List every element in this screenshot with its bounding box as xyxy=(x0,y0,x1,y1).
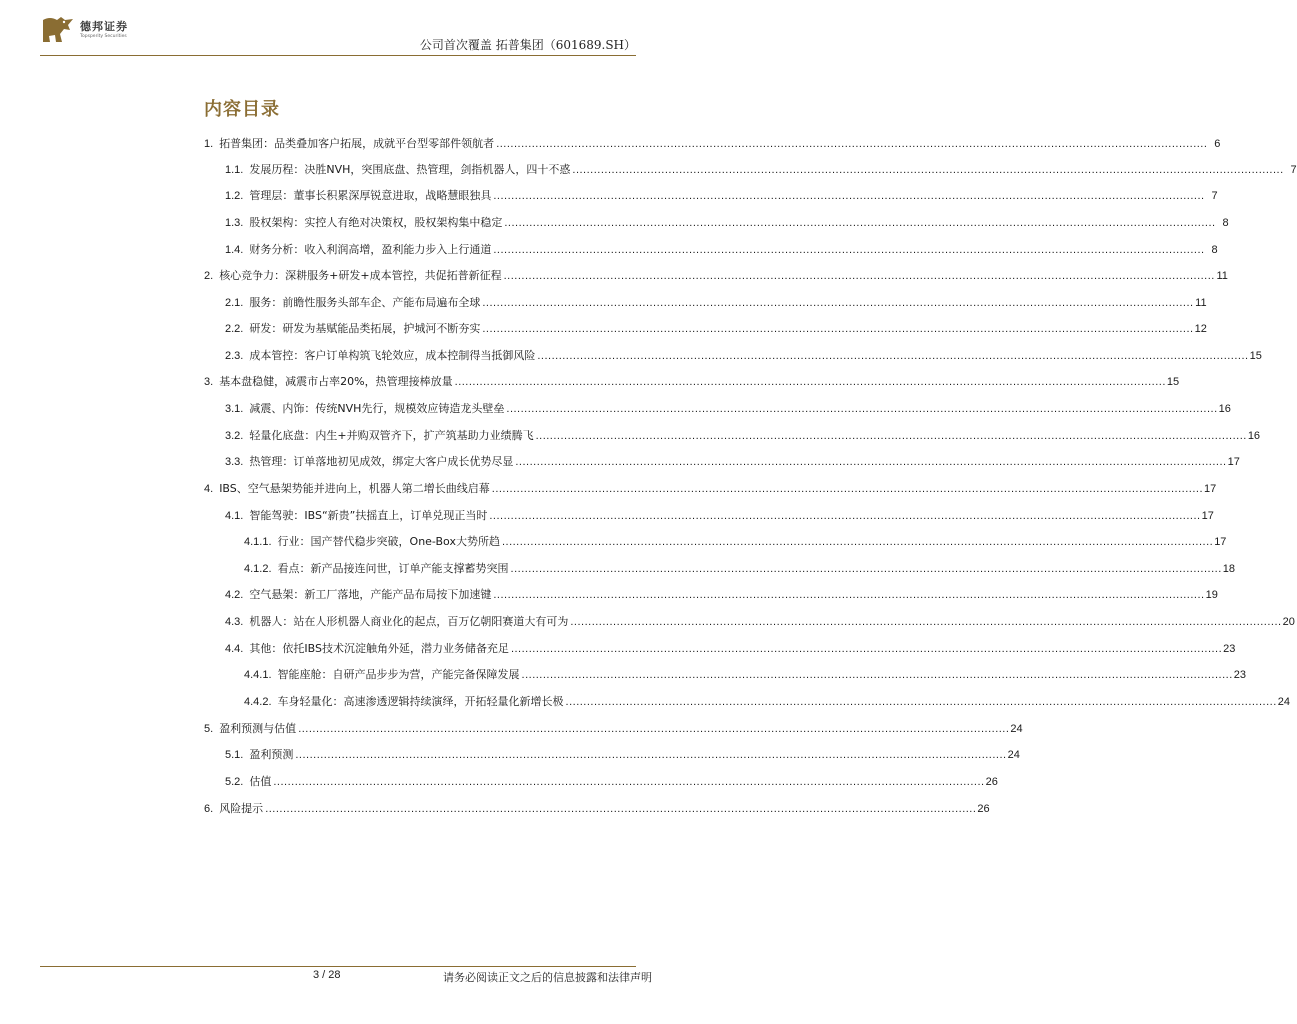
toc-entry-page: 11 xyxy=(1216,270,1228,282)
toc-entry-number: 5. xyxy=(204,723,214,735)
toc-entry-number: 2.1. xyxy=(225,297,244,309)
toc-entry-4-1-2[interactable] xyxy=(244,561,1236,577)
toc-entry-4-4[interactable] xyxy=(225,641,1236,657)
logo-english-name: Topsperity Securities xyxy=(80,34,127,39)
toc-entry-number: 1.4. xyxy=(225,244,244,256)
toc-entry-number: 4.3. xyxy=(225,616,244,628)
toc-dot-leader xyxy=(522,667,1233,683)
toc-entry-text: 估值 xyxy=(249,775,272,788)
toc-entry-text: 盈利预测与估值 xyxy=(219,722,297,735)
toc-entry-number: 5.1. xyxy=(225,749,244,761)
toc-entry-number: 4.4. xyxy=(225,643,244,655)
toc-entry-number: 4. xyxy=(204,483,214,495)
toc-dot-leader xyxy=(504,215,1215,231)
toc-entry-page: 7 xyxy=(1290,164,1297,176)
toc-entry-number: 4.4.2. xyxy=(244,696,272,708)
toc-entry-2-1[interactable] xyxy=(225,295,1207,311)
toc-entry-number: 3. xyxy=(204,376,214,388)
toc-dot-leader xyxy=(536,428,1247,444)
toc-entry-number: 2.2. xyxy=(225,323,244,335)
toc-dot-leader xyxy=(482,295,1193,311)
toc-entry-4[interactable] xyxy=(204,481,1217,497)
toc-entry-3[interactable] xyxy=(204,374,1180,390)
footer-divider xyxy=(40,966,636,967)
toc-dot-leader xyxy=(572,162,1283,178)
toc-entry-text: 服务：前瞻性服务头部车企、产能布局遍布全球 xyxy=(249,296,481,309)
toc-entry-text: 机器人：站在人形机器人商业化的起点，百万亿朝阳赛道大有可为 xyxy=(249,615,569,628)
header-divider xyxy=(40,55,636,56)
toc-entry-page: 19 xyxy=(1205,589,1218,601)
toc-entry-page: 20 xyxy=(1282,616,1295,628)
toc-dot-leader xyxy=(455,374,1166,390)
toc-entry-text: 发展历程：决胜NVH，突围底盘、热管理，剑指机器人，四十不惑 xyxy=(249,163,571,176)
toc-entry-page: 17 xyxy=(1201,510,1214,522)
toc-entry-text: 减震、内饰：传统NVH先行，规模效应铸造龙头壁垒 xyxy=(249,402,505,415)
toc-entry-1-1[interactable] xyxy=(225,162,1297,178)
toc-entry-page: 17 xyxy=(1214,536,1227,548)
toc-entry-page: 24 xyxy=(1010,723,1023,735)
logo-chinese-name: 德邦证券 xyxy=(80,20,128,33)
toc-dot-leader xyxy=(504,268,1215,284)
toc-dot-leader xyxy=(492,481,1203,497)
toc-entry-text: 管理层：董事长积累深厚锐意进取，战略慧眼独具 xyxy=(249,189,492,202)
toc-entry-number: 2. xyxy=(204,270,214,282)
toc-entry-page: 24 xyxy=(1007,749,1020,761)
toc-dot-leader xyxy=(265,801,976,817)
toc-entry-page: 7 xyxy=(1211,190,1218,202)
toc-entry-text: 基本盘稳健，减震市占率20%，热管理接棒放量 xyxy=(219,375,453,388)
toc-entry-number: 3.2. xyxy=(225,430,244,442)
toc-entry-page: 23 xyxy=(1223,643,1236,655)
toc-dot-leader xyxy=(515,454,1226,470)
toc-entry-text: 拓普集团：品类叠加客户拓展，成就平台型零部件领航者 xyxy=(219,137,495,150)
toc-entry-page: 6 xyxy=(1214,138,1221,150)
toc-entry-number: 4.4.1. xyxy=(244,669,272,681)
toc-entry-page: 11 xyxy=(1195,297,1207,309)
page-number: 3 / 28 xyxy=(313,969,341,981)
toc-dot-leader xyxy=(496,136,1207,152)
toc-entry-page: 18 xyxy=(1222,563,1236,575)
toc-entry-text: 风险提示 xyxy=(219,802,264,815)
toc-title: 内容目录 xyxy=(204,99,280,120)
toc-entry-text: 核心竞争力：深耕服务+研发+成本管控，共促拓普新征程 xyxy=(219,269,502,282)
toc-entry-text: 其他：依托IBS技术沉淀触角外延，潜力业务储备充足 xyxy=(249,642,509,655)
toc-entry-text: 看点：新产品接连问世，订单产能支撑蓄势突围 xyxy=(277,562,509,575)
toc-dot-leader xyxy=(482,321,1193,337)
toc-entry-page: 15 xyxy=(1166,376,1180,388)
report-title: 公司首次覆盖 拓普集团（601689.SH） xyxy=(419,38,636,52)
toc-entry-page: 8 xyxy=(1211,244,1218,256)
toc-entry-3-2[interactable] xyxy=(225,428,1261,444)
toc-entry-number: 1. xyxy=(204,138,214,150)
toc-dot-leader xyxy=(493,587,1204,603)
toc-entry-page: 26 xyxy=(985,776,998,788)
toc-entry-text: 智能座舱：自研产品步步为营，产能完备保障发展 xyxy=(277,668,520,681)
toc-entry-text: 轻量化底盘：内生+并购双管齐下，扩产筑基助力业绩腾飞 xyxy=(249,429,534,442)
legal-disclaimer: 请务必阅读正文之后的信息披露和法律声明 xyxy=(443,971,652,984)
toc-dot-leader xyxy=(502,534,1213,550)
toc-dot-leader xyxy=(570,614,1281,630)
toc-entry-text: 财务分析：收入利润高增，盈利能力步入上行通道 xyxy=(249,243,492,256)
toc-dot-leader xyxy=(537,348,1248,364)
toc-entry-page: 24 xyxy=(1277,696,1291,708)
toc-entry-number: 5.2. xyxy=(225,776,244,788)
toc-entry-page: 17 xyxy=(1227,456,1240,468)
toc-dot-leader xyxy=(493,188,1204,204)
toc-dot-leader xyxy=(511,561,1222,577)
toc-entry-number: 4.1.2. xyxy=(244,563,272,575)
toc-entry-page: 16 xyxy=(1247,430,1261,442)
toc-entry-page: 26 xyxy=(977,803,990,815)
toc-entry-5[interactable] xyxy=(204,721,1023,737)
toc-entry-page: 12 xyxy=(1194,323,1207,335)
toc-entry-page: 23 xyxy=(1233,669,1247,681)
toc-entry-number: 1.1. xyxy=(225,164,244,176)
toc-entry-number: 1.2. xyxy=(225,190,244,202)
toc-entry-4-1[interactable] xyxy=(225,508,1214,524)
toc-entry-page: 15 xyxy=(1249,350,1262,362)
toc-entry-4-1-1[interactable] xyxy=(244,534,1227,550)
toc-entry-number: 1.3. xyxy=(225,217,244,229)
toc-entry-5-2[interactable] xyxy=(225,774,998,790)
toc-dot-leader xyxy=(506,401,1217,417)
toc-entry-1[interactable] xyxy=(204,136,1221,152)
toc-entry-number: 4.1.1. xyxy=(244,536,272,548)
toc-entry-3-3[interactable] xyxy=(225,454,1240,470)
toc-entry-page: 8 xyxy=(1222,217,1229,229)
toc-entry-text: 成本管控：客户订单构筑飞轮效应，成本控制得当抵御风险 xyxy=(249,349,536,362)
toc-entry-text: 研发：研发为基赋能品类拓展，护城河不断夯实 xyxy=(249,322,481,335)
toc-entry-number: 3.1. xyxy=(225,403,244,415)
toc-dot-leader xyxy=(511,641,1222,657)
toc-dot-leader xyxy=(493,242,1204,258)
toc-entry-number: 4.1. xyxy=(225,510,244,522)
toc-entry-4-3[interactable] xyxy=(225,614,1295,630)
toc-entry-2-3[interactable] xyxy=(225,348,1262,364)
toc-entry-2-2[interactable] xyxy=(225,321,1207,337)
toc-entry-4-2[interactable] xyxy=(225,587,1218,603)
toc-entry-1-2[interactable] xyxy=(225,188,1218,204)
toc-entry-text: 股权架构：实控人有绝对决策权，股权架构集中稳定 xyxy=(249,216,503,229)
toc-entry-number: 4.2. xyxy=(225,589,244,601)
toc-entry-text: 行业：国产替代稳步突破，One-Box大势所趋 xyxy=(277,535,500,548)
toc-entry-2[interactable] xyxy=(204,268,1228,284)
toc-entry-5-1[interactable] xyxy=(225,747,1020,763)
toc-entry-text: 盈利预测 xyxy=(249,748,294,761)
toc-entry-3-1[interactable] xyxy=(225,401,1231,417)
toc-entry-text: 空气悬架：新工厂落地，产能产品布局按下加速键 xyxy=(249,588,492,601)
toc-entry-number: 6. xyxy=(204,803,214,815)
toc-entry-6[interactable] xyxy=(204,801,990,817)
toc-entry-text: 智能驾驶：IBS“新贵”扶摇直上，订单兑现正当时 xyxy=(249,509,488,522)
toc-entry-text: IBS、空气悬架势能并进向上，机器人第二增长曲线启幕 xyxy=(219,482,490,495)
toc-entry-text: 车身轻量化：高速渗透逻辑持续演绎，开拓轻量化新增长极 xyxy=(277,695,564,708)
toc-dot-leader xyxy=(295,747,1006,763)
toc-entry-page: 16 xyxy=(1218,403,1231,415)
toc-entry-1-3[interactable] xyxy=(225,215,1229,231)
toc-dot-leader xyxy=(273,774,984,790)
company-logo xyxy=(40,14,128,46)
toc-entry-1-4[interactable] xyxy=(225,242,1218,258)
toc-entry-4-4-1[interactable] xyxy=(244,667,1247,683)
toc-entry-4-4-2[interactable] xyxy=(244,694,1291,710)
toc-entry-text: 热管理：订单落地初见成效，绑定大客户成长优势尽显 xyxy=(249,455,514,468)
toc-entry-page: 17 xyxy=(1204,483,1217,495)
toc-dot-leader xyxy=(298,721,1009,737)
logo-icon xyxy=(40,14,76,46)
toc-dot-leader xyxy=(489,508,1200,524)
toc-entry-number: 2.3. xyxy=(225,350,244,362)
page-header xyxy=(0,0,724,60)
toc-dot-leader xyxy=(566,694,1277,710)
toc-entry-number: 3.3. xyxy=(225,456,244,468)
